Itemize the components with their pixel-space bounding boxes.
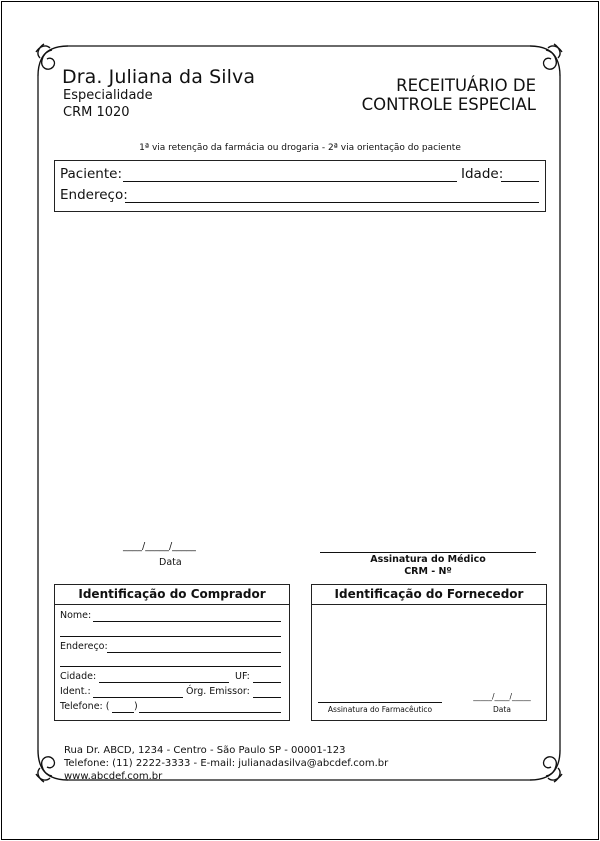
buyer-phone-field[interactable] bbox=[139, 712, 281, 713]
buyer-name-label: Nome: bbox=[60, 610, 92, 621]
pharmacist-signature-label: Assinatura do Farmacêutico bbox=[327, 705, 433, 714]
buyer-name-field-2[interactable] bbox=[60, 636, 281, 637]
crm-number-label: CRM - Nº bbox=[404, 566, 452, 577]
buyer-address-field[interactable] bbox=[107, 652, 281, 653]
doctor-name: Dra. Juliana da Silva bbox=[62, 66, 256, 88]
buyer-city-field[interactable] bbox=[99, 682, 229, 683]
buyer-phone-label: Telefone: ( bbox=[60, 701, 110, 712]
buyer-id-label: Ident.: bbox=[60, 686, 91, 697]
buyer-city-label: Cidade: bbox=[60, 671, 97, 682]
patient-info-box bbox=[54, 160, 546, 212]
buyer-phone-paren: ) bbox=[134, 701, 138, 712]
supplier-identification-box bbox=[311, 584, 547, 721]
document-title bbox=[340, 76, 536, 114]
patient-label: Paciente: bbox=[60, 166, 122, 182]
title-line-2: CONTROLE ESPECIAL bbox=[361, 95, 536, 114]
prescription-date-field[interactable]: ____/_____/_____ bbox=[123, 541, 196, 552]
supplier-title-divider bbox=[312, 604, 546, 605]
doctor-crm: CRM 1020 bbox=[63, 105, 130, 120]
buyer-box-title: Identificação do Comprador bbox=[78, 587, 266, 601]
address-field[interactable] bbox=[125, 202, 539, 203]
address-label: Endereço: bbox=[60, 187, 128, 203]
supplier-date-field[interactable]: _____/____/_____ bbox=[473, 692, 531, 701]
title-line-1: RECEITUÁRIO DE bbox=[396, 76, 536, 95]
pharmacist-signature-line[interactable] bbox=[318, 702, 442, 703]
corner-ornament-bottom-right bbox=[530, 750, 562, 782]
patient-name-field[interactable] bbox=[123, 181, 457, 182]
buyer-title-divider bbox=[55, 604, 289, 605]
via-instructions: 1ª via retenção da farmácia ou drogaria - 2ª via orientação do paciente bbox=[139, 143, 461, 153]
buyer-uf-field[interactable] bbox=[253, 682, 281, 683]
corner-ornament-top-right bbox=[530, 44, 562, 76]
buyer-address-field-2[interactable] bbox=[60, 666, 281, 667]
footer-contact: Telefone: (11) 2222-3333 - E-mail: julianadasilva@abcdef.com.br bbox=[64, 758, 389, 769]
doctor-signature-line[interactable] bbox=[320, 552, 536, 553]
doctor-signature-label: Assinatura do Médico bbox=[370, 554, 486, 565]
buyer-identification-box bbox=[54, 584, 290, 721]
buyer-uf-label: UF: bbox=[235, 671, 250, 682]
buyer-issuer-field[interactable] bbox=[253, 697, 281, 698]
age-field[interactable] bbox=[501, 181, 539, 182]
footer-address: Rua Dr. ABCD, 1234 - Centro - São Paulo SP - 00001-123 bbox=[64, 745, 346, 756]
buyer-address-label: Endereço: bbox=[60, 641, 108, 652]
buyer-id-field[interactable] bbox=[93, 697, 183, 698]
date-label: Data bbox=[159, 557, 182, 568]
footer-website[interactable]: www.abcdef.com.br bbox=[64, 771, 163, 782]
buyer-issuer-label: Órg. Emissor: bbox=[186, 686, 250, 697]
buyer-phone-area-field[interactable] bbox=[112, 712, 134, 713]
doctor-specialty: Especialidade bbox=[63, 88, 153, 103]
supplier-box-title: Identificação do Fornecedor bbox=[334, 587, 524, 601]
age-label: Idade: bbox=[461, 166, 504, 182]
buyer-name-field[interactable] bbox=[93, 621, 281, 622]
supplier-date-label: Data bbox=[493, 705, 511, 714]
